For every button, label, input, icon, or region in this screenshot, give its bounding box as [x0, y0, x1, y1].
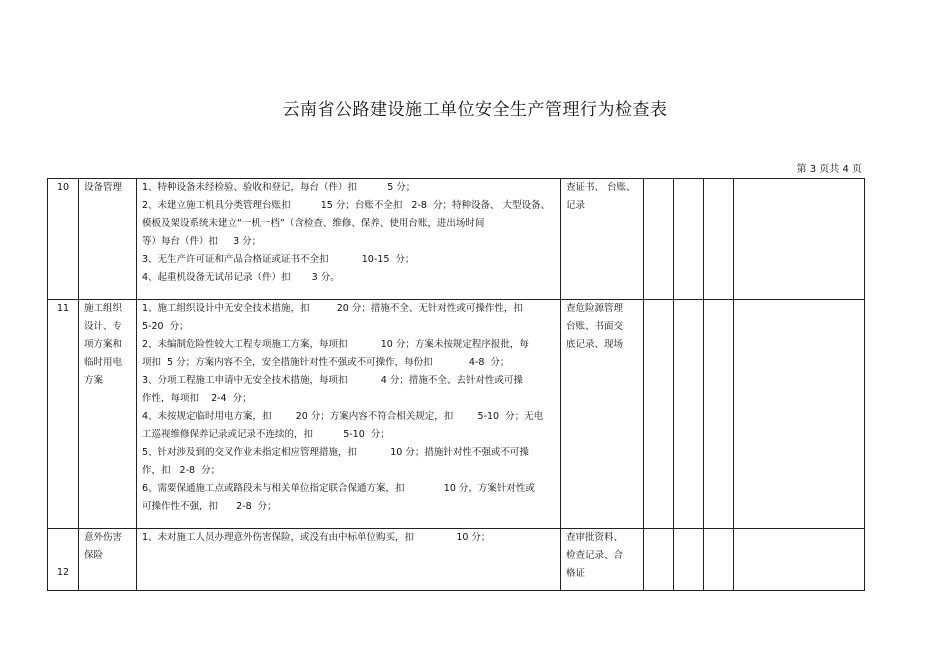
- inspection-table: [47, 178, 865, 591]
- score-cell[interactable]: [674, 300, 704, 529]
- table-row: [48, 300, 865, 529]
- content-line: 模板及架设系统未建立“一机一档”（含检查、维修、保养、使用台账，进出场时间: [142, 218, 485, 229]
- content-line: 等）每台（件）扣 3 分；: [142, 236, 262, 247]
- row-number: 12: [48, 529, 79, 591]
- page-number: 第 3 页共 4 页: [796, 164, 862, 175]
- content-line: 1、特种设备未经检验、验收和登记，每台（件）扣 5 分；: [142, 182, 416, 193]
- content-line: 项扣 5 分；方案内容不全，安全措施针对性不强或不可操作，每份扣 4-8 分；: [142, 357, 510, 368]
- score-cell[interactable]: [704, 300, 734, 529]
- content-line: 2、未编制危险性较大工程专项施工方案，每项扣 10 分；方案未按规定程序报批，每: [142, 339, 529, 350]
- content-line: 4、未按规定临时用电方案，扣 20 分；方案内容不符合相关规定，扣 5-10 分；无电: [142, 411, 544, 422]
- check-item-line: 保险: [84, 550, 104, 561]
- content-line: 4、起重机设备无试吊记录（件）扣 3 分。: [142, 272, 340, 283]
- check-item: [79, 529, 137, 591]
- check-item-line: 方案: [84, 375, 104, 386]
- content-line: 1、施工组织设计中无安全技术措施，扣 20 分；措施不全、无针对性或可操作性，扣: [142, 303, 523, 314]
- method-line: 查审批资料、: [566, 532, 624, 543]
- score-cell[interactable]: [704, 179, 734, 300]
- check-item-line: 项方案和: [84, 339, 123, 350]
- check-item-line: 临时用电: [84, 357, 123, 368]
- method-line: 查证书、 台账、: [566, 182, 636, 193]
- deduction-content: [137, 529, 561, 591]
- content-line: 工巡视维修保养记录或记录不连续的，扣 5-10 分；: [142, 429, 390, 440]
- score-cell[interactable]: [644, 300, 674, 529]
- check-item: [79, 300, 137, 529]
- score-cell[interactable]: [674, 179, 704, 300]
- score-cell[interactable]: [644, 529, 674, 591]
- content-line: 6、需要保通施工点或路段未与相关单位指定联合保通方案，扣 10 分，方案针对性或: [142, 483, 535, 494]
- method-line: 记录: [566, 200, 586, 211]
- table-row: [48, 529, 865, 591]
- content-line: 可操作性不强，扣 2-8 分；: [142, 501, 277, 512]
- remarks-cell[interactable]: [734, 300, 865, 529]
- check-method: [561, 300, 644, 529]
- check-method: [561, 529, 644, 591]
- remarks-cell[interactable]: [734, 529, 865, 591]
- check-method: [561, 179, 644, 300]
- check-item: [79, 179, 137, 300]
- content-line: 3、无生产许可证和产品合格证或证书不全扣 10-15 分；: [142, 254, 415, 265]
- method-line: 查危险源管理: [566, 303, 624, 314]
- content-line: 作，扣 2-8 分；: [142, 465, 221, 476]
- content-line: 5-20 分；: [142, 321, 189, 332]
- method-line: 台账、书面交: [566, 321, 624, 332]
- deduction-content: [137, 300, 561, 529]
- check-item-line: 设计、专: [84, 321, 123, 332]
- method-line: 底记录、现场: [566, 339, 624, 350]
- check-item-line: 意外伤害: [84, 532, 123, 543]
- content-line: 3、分项工程施工申请中无安全技术措施，每项扣 4 分；措施不全、去针对性或可操: [142, 375, 523, 386]
- row-number: 11: [48, 300, 79, 529]
- deduction-content: [137, 179, 561, 300]
- content-line: 2、未建立施工机具分类管理台账扣 15 分；台账不全扣 2-8 分；特种设备、 大型设备、: [142, 200, 550, 211]
- check-item-line: 施工组织: [84, 303, 123, 314]
- method-line: 格证: [566, 568, 586, 579]
- remarks-cell[interactable]: [734, 179, 865, 300]
- check-item-line: 设备管理: [84, 182, 123, 193]
- score-cell[interactable]: [704, 529, 734, 591]
- content-line: 5、针对涉及到的交叉作业未指定相应管理措施，扣 10 分；措施针对性不强或不可操: [142, 447, 529, 458]
- content-line: 作性，每项扣 2-4 分；: [142, 393, 252, 404]
- content-line: 1、未对施工人员办理意外伤害保险，或没有由中标单位购买，扣 10 分；: [142, 532, 491, 543]
- score-cell[interactable]: [674, 529, 704, 591]
- score-cell[interactable]: [644, 179, 674, 300]
- table-row: [48, 179, 865, 300]
- method-line: 检查记录、合: [566, 550, 624, 561]
- document-title: 云南省公路建设施工单位安全生产管理行为检查表: [282, 100, 668, 120]
- row-number: 10: [48, 179, 79, 300]
